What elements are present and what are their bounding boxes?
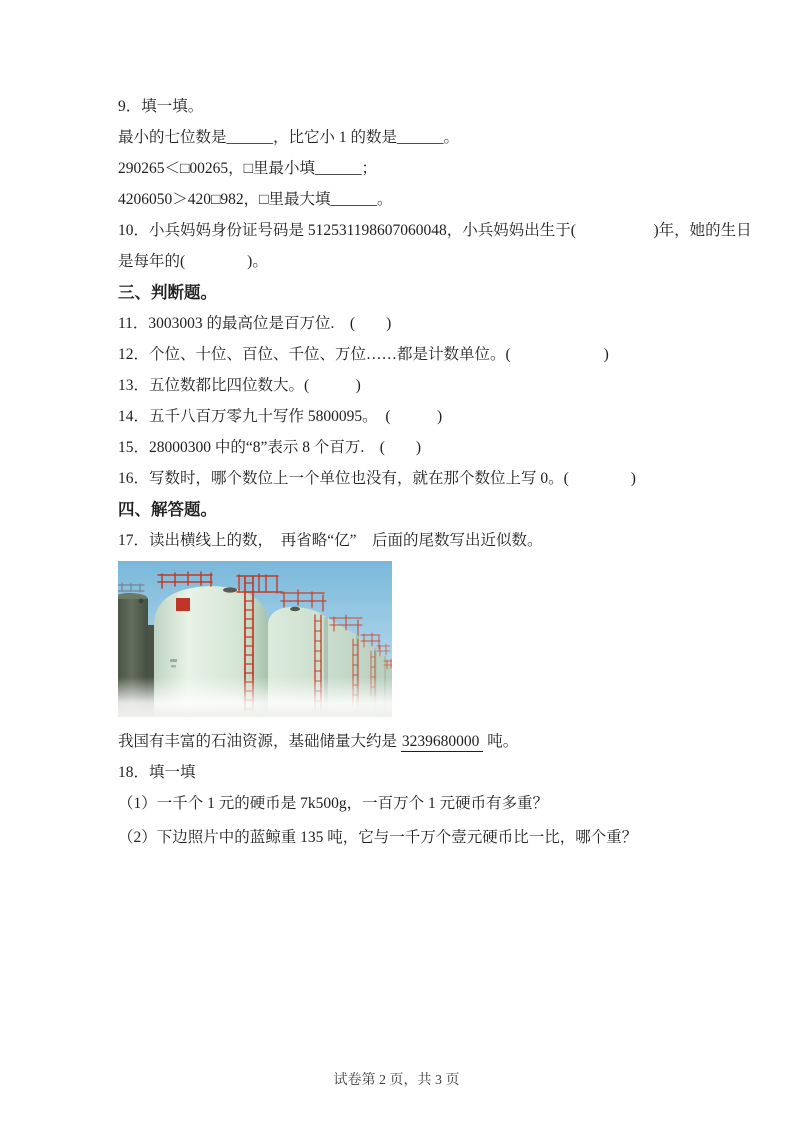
question-9-blank-1: 最小的七位数是______，比它小 1 的数是______。	[118, 129, 460, 146]
section-3-heading: 三、判断题。	[118, 283, 217, 302]
exam-content	[118, 91, 752, 853]
question-9-blank-3: 4206050＞420□982，□里最大填______。	[118, 191, 393, 208]
question-15: 15．28000300 中的“8”表示 8 个百万. ( )	[118, 439, 422, 456]
question-11: 11．3003003 的最高位是百万位. ( )	[118, 315, 392, 332]
question-9-title: 9．填一填。	[118, 98, 204, 115]
question-9-blank-2: 290265＜□00265，□里最小填______；	[118, 160, 377, 177]
page-footer: 试卷第 2 页，共 3 页	[333, 1073, 460, 1088]
question-14: 14．五千八百万零九十写作 5800095。 ( )	[118, 408, 443, 425]
section-4-heading: 四、解答题。	[118, 500, 217, 519]
question-17-statement	[118, 726, 698, 757]
question-16: 16．写数时，哪个数位上一个单位也没有，就在那个数位上写 0。( )	[118, 470, 636, 487]
question-17: 17．读出横线上的数， 再省略“亿” 后面的尾数写出近似数。	[118, 532, 543, 549]
oil-tanks-photo	[118, 561, 392, 717]
statement-prefix: 我国有丰富的石油资源，基础储量大约是	[118, 733, 401, 750]
question-18-title: 18．填一填	[118, 764, 196, 781]
question-10-line-1: 10．小兵妈妈身份证号码是 512531198607060048，小兵妈妈出生于( )年，她的生日	[118, 222, 752, 239]
statement-suffix: 吨。	[483, 733, 519, 750]
photo-fog	[118, 677, 392, 717]
question-18-part-2: （2）下边照片中的蓝鲸重 135 吨，它与一千万个壹元硬币比一比，哪个重？	[118, 829, 638, 846]
question-12: 12．个位、十位、百位、千位、万位……都是计数单位。( )	[118, 346, 609, 363]
question-18-part-1: （1）一千个 1 元的硬币是 7k500g，一百万个 1 元硬币有多重？	[118, 795, 549, 812]
underlined-number: 3239680000	[401, 733, 484, 752]
question-13: 13．五位数都比四位数大。( )	[118, 377, 361, 394]
question-10-line-2: 是每年的( )。	[118, 253, 268, 270]
